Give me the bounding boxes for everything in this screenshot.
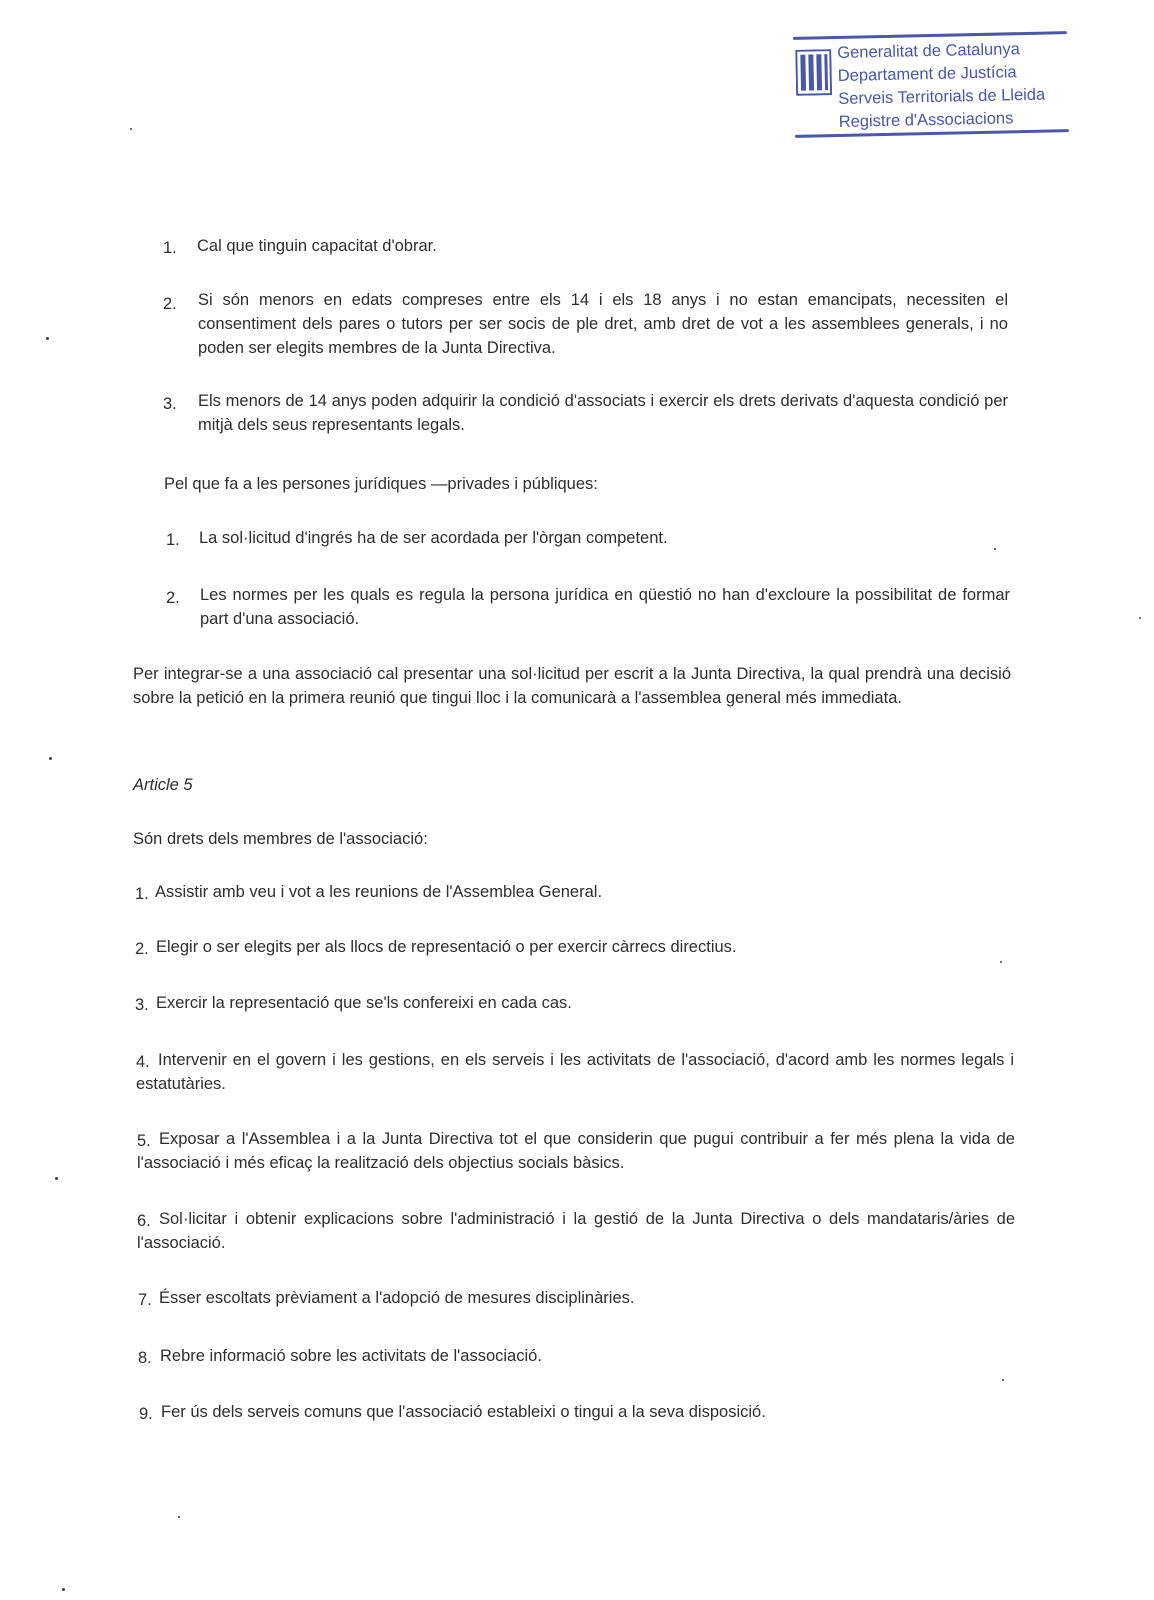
list-item-number: 9. [139, 1405, 153, 1423]
stamp-bottom-rule [795, 129, 1069, 138]
legal-persons-intro: Pel que fa a les persones jurídiques —privades i públiques: [164, 475, 598, 493]
article-heading: Article 5 [133, 776, 193, 794]
list-item-text: Rebre informació sobre les activitats de l'associació. [160, 1347, 542, 1365]
list-item-number: 3. [163, 395, 177, 413]
list-item-number: 8. [138, 1349, 152, 1367]
stamp-line-1: Generalitat de Catalunya [837, 40, 1020, 62]
list-item-text: Fer ús dels serveis comuns que l'associació estableixi o tingui a la seva disposició. [161, 1403, 766, 1421]
stamp-line-2: Departament de Justícia [837, 63, 1017, 85]
rights-intro: Són drets dels membres de l'associació: [133, 830, 428, 848]
list-item-text: Les normes per les quals es regula la persona jurídica en qüestió no han d'excloure la possibilitat de formar part d'una associació. [200, 586, 1010, 628]
scan-speck [178, 1516, 180, 1518]
official-stamp [793, 31, 1069, 141]
scan-speck [1002, 1379, 1004, 1381]
generalitat-logo-icon [795, 49, 832, 96]
list-item-text: Sol·licitar i obtenir explicacions sobre l'administració i la gestió de la Junta Directiva o dels mandataris/àries de l'associació. [137, 1210, 1015, 1252]
list-item-number: 6. [137, 1212, 151, 1230]
scan-speck [55, 1177, 58, 1180]
scan-speck [1139, 617, 1141, 619]
list-item-number: 4. [136, 1053, 150, 1071]
scan-speck [1000, 961, 1002, 963]
integration-paragraph: Per integrar-se a una associació cal presentar una sol·licitud per escrit a la Junta Directiva, la qual prendrà una decisió sobre la petició en la primera reunió que tingui lloc i la comunicarà a l'assemblea general més immediata. [133, 665, 1011, 707]
scan-speck [994, 548, 996, 550]
list-item-number: 2. [135, 940, 149, 958]
scan-speck [130, 128, 132, 130]
list-item-number: 3. [135, 996, 149, 1014]
list-item-number: 1. [135, 885, 149, 903]
list-item-text: Exercir la representació que se'ls confereixi en cada cas. [156, 994, 572, 1012]
list-item-text: Assistir amb veu i vot a les reunions de l'Assemblea General. [155, 883, 603, 901]
list-item-text: Ésser escoltats prèviament a l'adopció de mesures disciplinàries. [159, 1289, 635, 1307]
stamp-line-3: Serveis Territorials de Lleida [838, 85, 1046, 108]
list-item-number: 2. [166, 589, 180, 607]
list-item-text: Cal que tinguin capacitat d'obrar. [197, 237, 437, 255]
list-item-number: 1. [166, 531, 180, 549]
list-item-number: 1. [163, 239, 177, 257]
list-item-text: La sol·licitud d'ingrés ha de ser acordada per l'òrgan competent. [199, 529, 668, 547]
scan-speck [49, 757, 52, 760]
list-item-text: Elegir o ser elegits per als llocs de representació o per exercir càrrecs directius. [156, 938, 737, 956]
list-item-text: Els menors de 14 anys poden adquirir la condició d'associats i exercir els drets derivats d'aquesta condició per mitjà dels seus representants legals. [198, 392, 1008, 434]
scan-speck [46, 337, 49, 340]
list-item-text: Intervenir en el govern i les gestions, en els serveis i les activitats de l'associació, d'acord amb les normes legals i estatutàries. [136, 1051, 1014, 1093]
stamp-top-rule [793, 31, 1067, 40]
list-item-number: 5. [137, 1132, 151, 1150]
list-item-text: Exposar a l'Assemblea i a la Junta Directiva tot el que considerin que pugui contribuir a fer més plena la vida de l'associació i més eficaç la realització dels objectius socials bàsics. [137, 1130, 1015, 1172]
list-item-text: Si són menors en edats compreses entre els 14 i els 18 anys i no estan emancipats, necessiten el consentiment dels pares o tutors per ser socis de ple dret, amb dret de vot a les assemblees generals, i no poden ser elegits membres de la Junta Directiva. [198, 291, 1008, 357]
scan-speck [62, 1588, 65, 1591]
list-item-number: 7. [138, 1291, 152, 1309]
list-item-number: 2. [163, 295, 177, 313]
stamp-line-4: Registre d'Associacions [838, 109, 1014, 131]
